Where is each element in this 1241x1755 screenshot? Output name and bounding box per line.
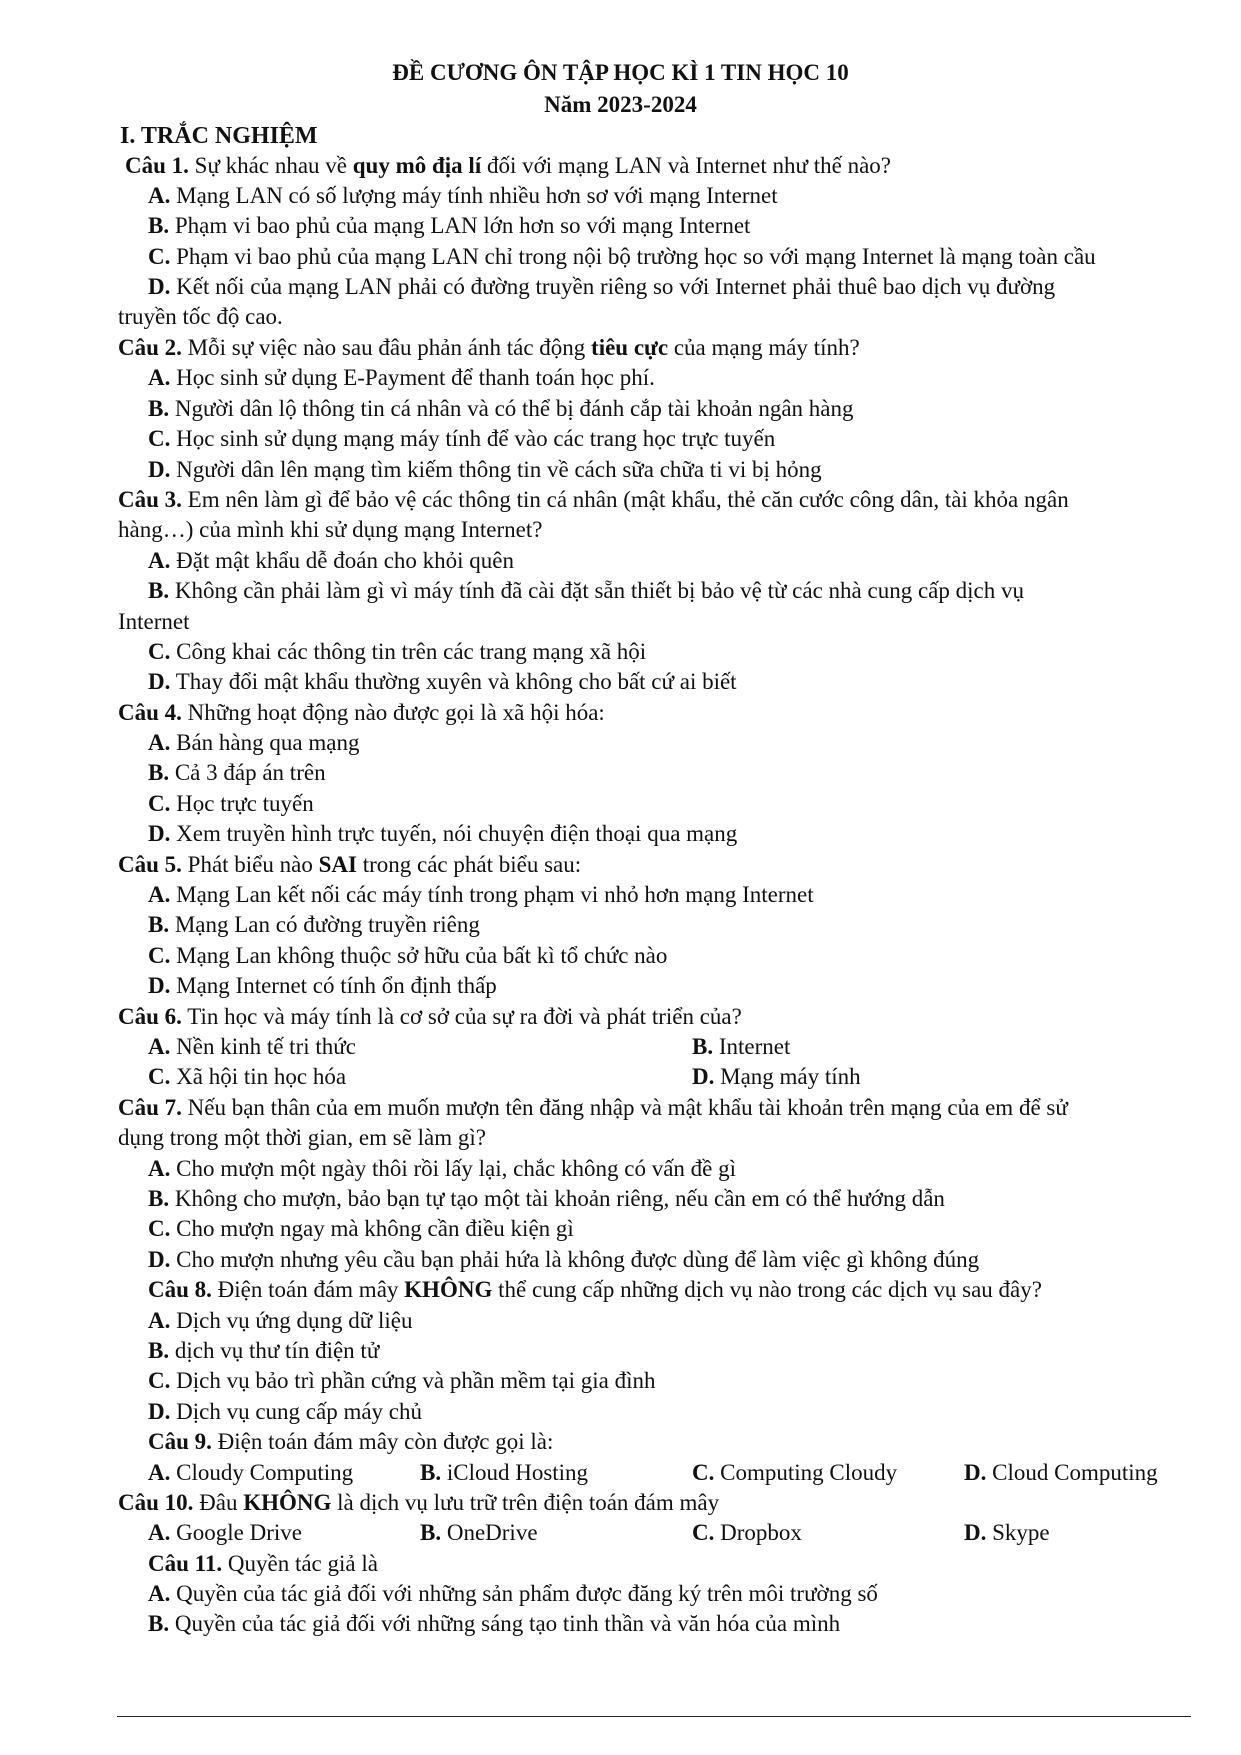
option-q6-a: A. Nền kinh tế tri thức	[148, 1034, 356, 1059]
question-label: Câu 1.	[125, 153, 189, 178]
option-q8-a: A. Dịch vụ ứng dụng dữ liệu	[148, 1308, 413, 1333]
question-7-continuation: dụng trong một thời gian, em sẽ làm gì?	[118, 1125, 486, 1150]
option-q1-c: C. Phạm vi bao phủ của mạng LAN chỉ trong nội bộ trường học so với mạng Internet là mạng toàn cầu	[148, 244, 1096, 269]
option-q3-b: B. Không cần phải làm gì vì máy tính đã cài đặt sẵn thiết bị bảo vệ từ các nhà cung cấp dịch vụ	[148, 578, 1024, 603]
option-q10-b: B. OneDrive	[420, 1520, 538, 1545]
question-label: Câu 4.	[118, 700, 182, 725]
option-q2-b: B. Người dân lộ thông tin cá nhân và có thể bị đánh cắp tài khoản ngân hàng	[148, 396, 854, 421]
question-label: Câu 10.	[118, 1490, 194, 1515]
option-q11-a: A. Quyền của tác giả đối với những sản phẩm được đăng ký trên môi trường số	[148, 1581, 878, 1606]
question-11: Câu 11. Quyền tác giả là	[148, 1551, 378, 1576]
question-5: Câu 5. Phát biểu nào SAI trong các phát biểu sau:	[118, 852, 582, 877]
option-q9-c: C. Computing Cloudy	[692, 1460, 898, 1485]
question-emphasis: KHÔNG	[404, 1277, 493, 1302]
question-label: Câu 3.	[118, 487, 182, 512]
document-subtitle: Năm 2023-2024	[544, 92, 697, 117]
question-10: Câu 10. Đâu KHÔNG là dịch vụ lưu trữ trên điện toán đám mây	[118, 1490, 720, 1515]
option-q10-c: C. Dropbox	[692, 1520, 802, 1545]
option-q4-c: C. Học trực tuyến	[148, 791, 314, 816]
option-q8-b: B. dịch vụ thư tín điện tử	[148, 1338, 380, 1363]
question-4: Câu 4. Những hoạt động nào được gọi là xã hội hóa:	[118, 700, 605, 725]
question-label: Câu 5.	[118, 852, 182, 877]
question-emphasis: KHÔNG	[243, 1490, 332, 1515]
question-emphasis: SAI	[318, 852, 357, 877]
option-q2-c: C. Học sinh sử dụng mạng máy tính để vào các trang học trực tuyến	[148, 426, 776, 451]
option-q11-b: B. Quyền của tác giả đối với những sáng tạo tinh thần và văn hóa của mình	[148, 1611, 841, 1636]
option-q6-c: C. Xã hội tin học hóa	[148, 1064, 347, 1089]
option-q7-b: B. Không cho mượn, bảo bạn tự tạo một tài khoản riêng, nếu cần em có thể hướng dẫn	[148, 1186, 945, 1211]
option-q8-c: C. Dịch vụ bảo trì phần cứng và phần mềm tại gia đình	[148, 1368, 656, 1393]
option-q10-d: D. Skype	[964, 1520, 1050, 1545]
option-q4-d: D. Xem truyền hình trực tuyến, nói chuyện điện thoại qua mạng	[148, 821, 738, 846]
option-q3-b-continuation: Internet	[118, 609, 190, 634]
option-q1-d-continuation: truyền tốc độ cao.	[118, 304, 283, 329]
question-label: Câu 8.	[148, 1277, 212, 1302]
section-heading: I. TRẮC NGHIỆM	[120, 123, 318, 149]
question-label: Câu 7.	[118, 1095, 182, 1120]
option-q5-d: D. Mạng Internet có tính ổn định thấp	[148, 973, 497, 998]
question-emphasis: tiêu cực	[591, 335, 669, 360]
option-q2-a: A. Học sinh sử dụng E-Payment để thanh toán học phí.	[148, 365, 655, 390]
question-2: Câu 2. Mỗi sự việc nào sau đâu phản ánh tác động tiêu cực của mạng máy tính?	[118, 335, 860, 360]
option-q7-a: A. Cho mượn một ngày thôi rồi lấy lại, chắc không có vấn đề gì	[148, 1156, 737, 1181]
option-q5-a: A. Mạng Lan kết nối các máy tính trong phạm vi nhỏ hơn mạng Internet	[148, 882, 814, 907]
option-q2-d: D. Người dân lên mạng tìm kiếm thông tin về cách sữa chữa ti vi bị hỏng	[148, 457, 822, 482]
option-q5-b: B. Mạng Lan có đường truyền riêng	[148, 912, 480, 937]
question-3-continuation: hàng…) của mình khi sử dụng mạng Internet?	[118, 517, 543, 542]
option-q5-c: C. Mạng Lan không thuộc sở hữu của bất kì tổ chức nào	[148, 943, 668, 968]
option-q3-c: C. Công khai các thông tin trên các trang mạng xã hội	[148, 639, 647, 664]
question-9: Câu 9. Điện toán đám mây còn được gọi là:	[148, 1429, 554, 1454]
question-7: Câu 7. Nếu bạn thân của em muốn mượn tên đăng nhập và mật khẩu tài khoản trên mạng của em để sử	[118, 1095, 1068, 1120]
option-q10-a: A. Google Drive	[148, 1520, 302, 1545]
question-8: Câu 8. Điện toán đám mây KHÔNG thể cung cấp những dịch vụ nào trong các dịch vụ sau đây?	[148, 1277, 1042, 1302]
document-title: ĐỀ CƯƠNG ÔN TẬP HỌC KÌ 1 TIN HỌC 10	[392, 60, 849, 85]
option-q8-d: D. Dịch vụ cung cấp máy chủ	[148, 1399, 423, 1424]
option-q9-a: A. Cloudy Computing	[148, 1460, 354, 1485]
option-q1-a: A. Mạng LAN có số lượng máy tính nhiều hơn sơ với mạng Internet	[148, 183, 778, 208]
option-q3-a: A. Đặt mật khẩu dễ đoán cho khỏi quên	[148, 548, 515, 573]
option-q7-c: C. Cho mượn ngay mà không cần điều kiện gì	[148, 1216, 574, 1241]
question-label: Câu 2.	[118, 335, 182, 360]
question-6: Câu 6. Tin học và máy tính là cơ sở của sự ra đời và phát triển của?	[118, 1004, 742, 1029]
option-q3-d: D. Thay đổi mật khẩu thường xuyên và không cho bất cứ ai biết	[148, 669, 737, 694]
question-label: Câu 9.	[148, 1429, 212, 1454]
option-q6-b: B. Internet	[692, 1034, 791, 1059]
option-q4-b: B. Cả 3 đáp án trên	[148, 760, 326, 785]
question-label: Câu 11.	[148, 1551, 223, 1576]
option-q6-d: D. Mạng máy tính	[692, 1064, 861, 1089]
option-q7-d: D. Cho mượn nhưng yêu cầu bạn phải hứa là không được dùng để làm việc gì không đúng	[148, 1247, 980, 1272]
question-3: Câu 3. Em nên làm gì để bảo vệ các thông tin cá nhân (mật khẩu, thẻ căn cước công dân, tài khỏa ngân	[118, 487, 1069, 512]
question-1: Câu 1. Sự khác nhau về quy mô địa lí đối với mạng LAN và Internet như thế nào?	[125, 153, 891, 178]
footer-divider	[117, 1716, 1191, 1717]
option-q1-b: B. Phạm vi bao phủ của mạng LAN lớn hơn so với mạng Internet	[148, 213, 751, 238]
option-q9-b: B. iCloud Hosting	[420, 1460, 589, 1485]
option-q9-d: D. Cloud Computing	[964, 1460, 1158, 1485]
option-q4-a: A. Bán hàng qua mạng	[148, 730, 360, 755]
option-q1-d: D. Kết nối của mạng LAN phải có đường truyền riêng so với Internet phải thuê bao dịch vụ đường	[148, 274, 1056, 299]
question-emphasis: quy mô địa lí	[352, 153, 482, 178]
question-label: Câu 6.	[118, 1004, 182, 1029]
